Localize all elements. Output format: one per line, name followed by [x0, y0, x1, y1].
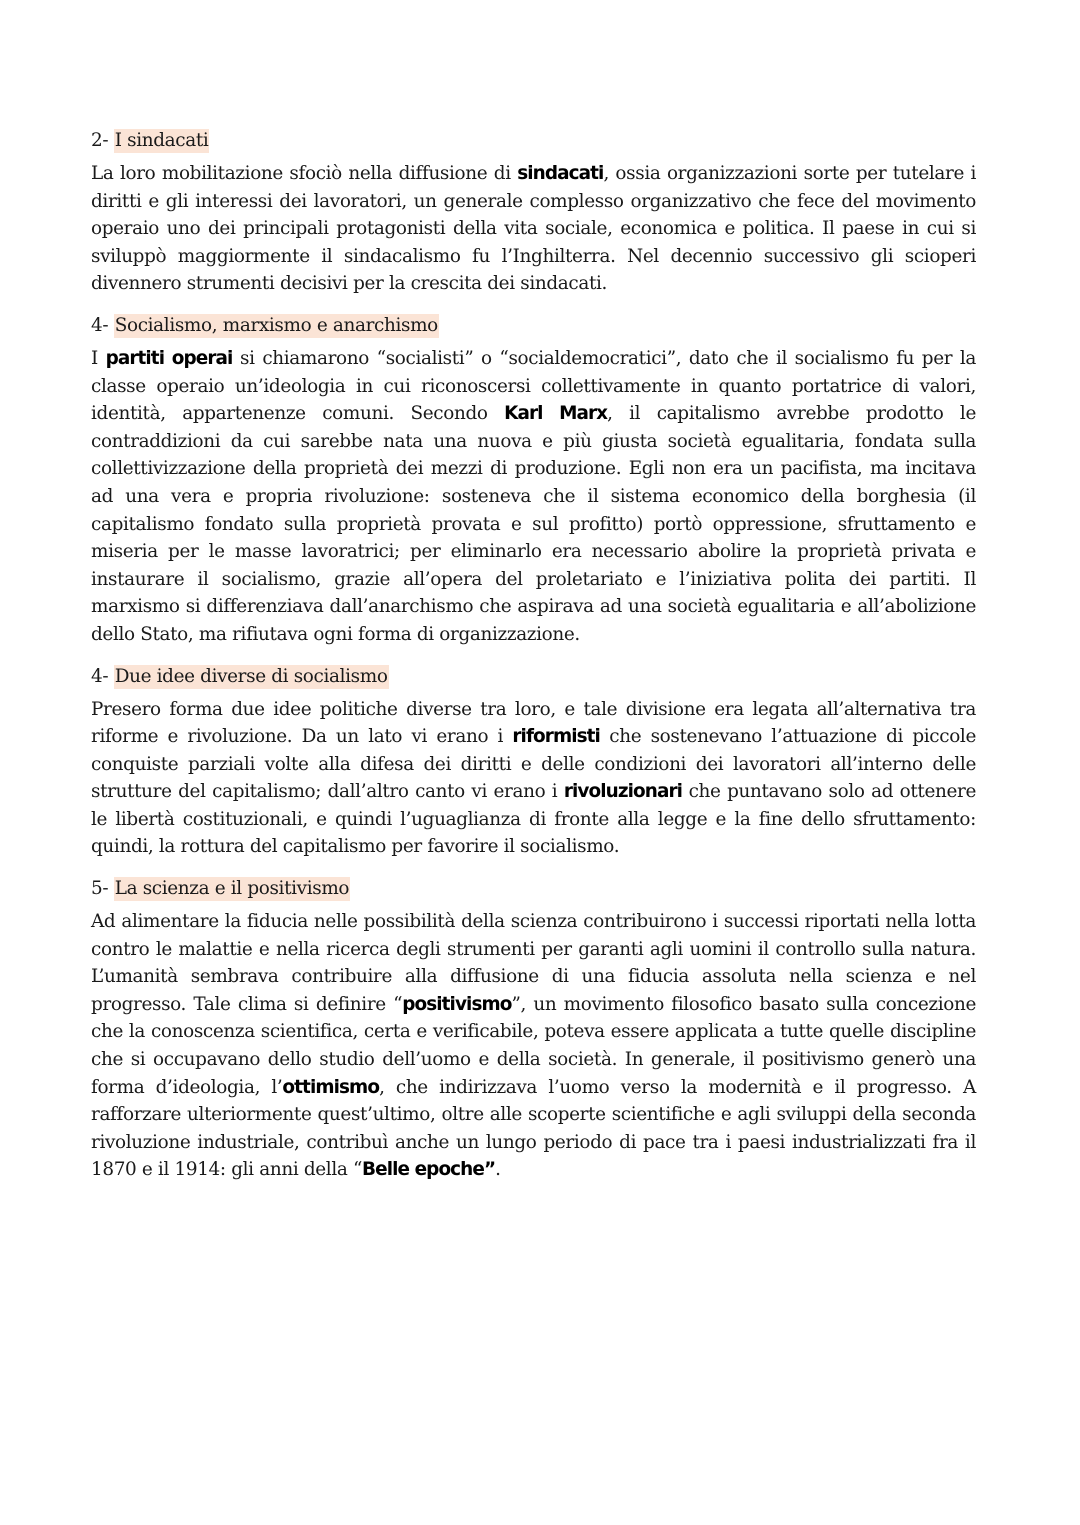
section-title-highlighted: Socialismo, marxismo e anarchismo [114, 314, 438, 336]
text-run: che sostenevano l’attuazione di piccole conquiste parziali volte alla difesa dei diritti e delle condizioni dei lavoratori all’interno delle strutture del capitalismo; dall’altro canto vi erano i [91, 726, 976, 803]
section-due-idee-socialismo [91, 663, 976, 862]
section-heading [91, 875, 976, 902]
section-title-highlighted: I sindacati [114, 130, 209, 151]
text-run: , il capitalismo avrebbe prodotto le contraddizioni da cui sarebbe nata una nuova e più giusta società egualitaria, fondata sulla collettivizzazione della proprietà dei mezzi di produzione. Egli non era un pacifista, ma incitava ad una vera e propria rivoluzione: sosteneva che il sistema economico della borghesia (il capitalismo fondato sulla proprietà provata e sul profitto) portò oppressione, sfruttamento e miseria per le masse lavoratrici; per eliminarlo era necessario abolire la proprietà privata e instaurare il socialismo, grazie all’opera del proletariato e l’iniziativa polita dei partiti. Il marxismo si differenziava dall’anarchismo che aspirava ad una società egualitaria e all’abolizione dello Stato, ma rifiutava ogni forma di organizzazione. [91, 403, 976, 645]
bold-term: riformisti [512, 726, 600, 748]
section-title-highlighted: Due idee diverse di socialismo [114, 665, 388, 687]
section-number: 4- [91, 314, 114, 336]
text-run: ”, un movimento filosofico basato sulla concezione che la conoscenza scientifica, certa e verificabile, poteva essere applicata a tutte quelle discipline che si occupavano dello studio dell’uomo e della società. In generale, il positivismo generò una forma d’ideologia, l’ [91, 993, 976, 1098]
section-paragraph [91, 908, 976, 1184]
text-run: I [91, 347, 106, 369]
section-sindacati [91, 127, 976, 298]
text-run: La loro mobilitazione sfociò nella diffusione di [91, 163, 518, 184]
section-number: 2- [91, 130, 114, 151]
text-run: si chiamarono “socialisti” o “socialdemocratici”, dato che il socialismo fu per la classe operaio un’ideologia in cui riconoscersi collettivamente in quanto portatrice di valori, identità, appartenenze comuni. Secondo [91, 347, 976, 425]
bold-term: rivoluzionari [563, 781, 683, 803]
bold-term: Karl Marx [504, 403, 608, 425]
bold-term: partiti operai [105, 347, 233, 369]
section-heading [91, 663, 976, 690]
text-run: , ossia organizzazioni sorte per tutelare i diritti e gli interessi dei lavoratori, un generale complesso organizzativo che fece del movimento operaio uno dei principali protagonisti della vita sociale, economica e politica. Il paese in cui si sviluppò maggiormente il sindacalismo fu l’Inghilterra. Nel decennio successivo gli scioperi divennero strumenti decisivi per la crescita dei sindacati. [91, 163, 976, 295]
text-run: , che indirizzava l’uomo verso la modernità e il progresso. A rafforzare ulteriormente quest’ultimo, oltre alle scoperte scientifiche e agli sviluppi della seconda rivoluzione industriale, contribuì anche un lungo periodo di pace tra i paesi industrializzati fra il 1870 e il 1914: gli anni della “ [91, 1076, 976, 1181]
document-page [91, 127, 976, 1198]
section-socialismo-marxismo-anarchismo [91, 312, 976, 649]
text-run: che puntavano solo ad ottenere le libertà costituzionali, e quindi l’uguaglianza di fronte alla legge e la fine dello sfruttamento: quindi, la rottura del capitalismo per favorire il socialismo. [91, 781, 976, 858]
section-heading [91, 312, 976, 339]
bold-term: ottimismo [282, 1076, 380, 1098]
section-paragraph [91, 696, 976, 862]
section-paragraph [91, 345, 976, 649]
section-paragraph [91, 160, 976, 298]
section-title-highlighted: La scienza e il positivismo [114, 878, 350, 900]
text-run: . [495, 1159, 501, 1181]
section-heading [91, 127, 976, 154]
section-scienza-positivismo [91, 875, 976, 1184]
bold-term: sindacati [517, 163, 604, 184]
section-number: 4- [91, 665, 114, 687]
bold-term: positivismo [402, 993, 512, 1015]
bold-term: Belle epoche” [362, 1159, 496, 1181]
text-run: Ad alimentare la fiducia nelle possibilità della scienza contribuirono i successi riportati nella lotta contro le malattie e nella ricerca degli strumenti per garanti agli uomini il controllo sulla natura. L’umanità sembrava contribuire alla diffusione di una fiducia assoluta nella scienza e nel progresso. Tale clima si definire “ [91, 911, 976, 1015]
section-number: 5- [91, 878, 114, 900]
text-run: Presero forma due idee politiche diverse tra loro, e tale divisione era legata all’alternativa tra riforme e rivoluzione. Da un lato vi erano i [91, 698, 976, 748]
